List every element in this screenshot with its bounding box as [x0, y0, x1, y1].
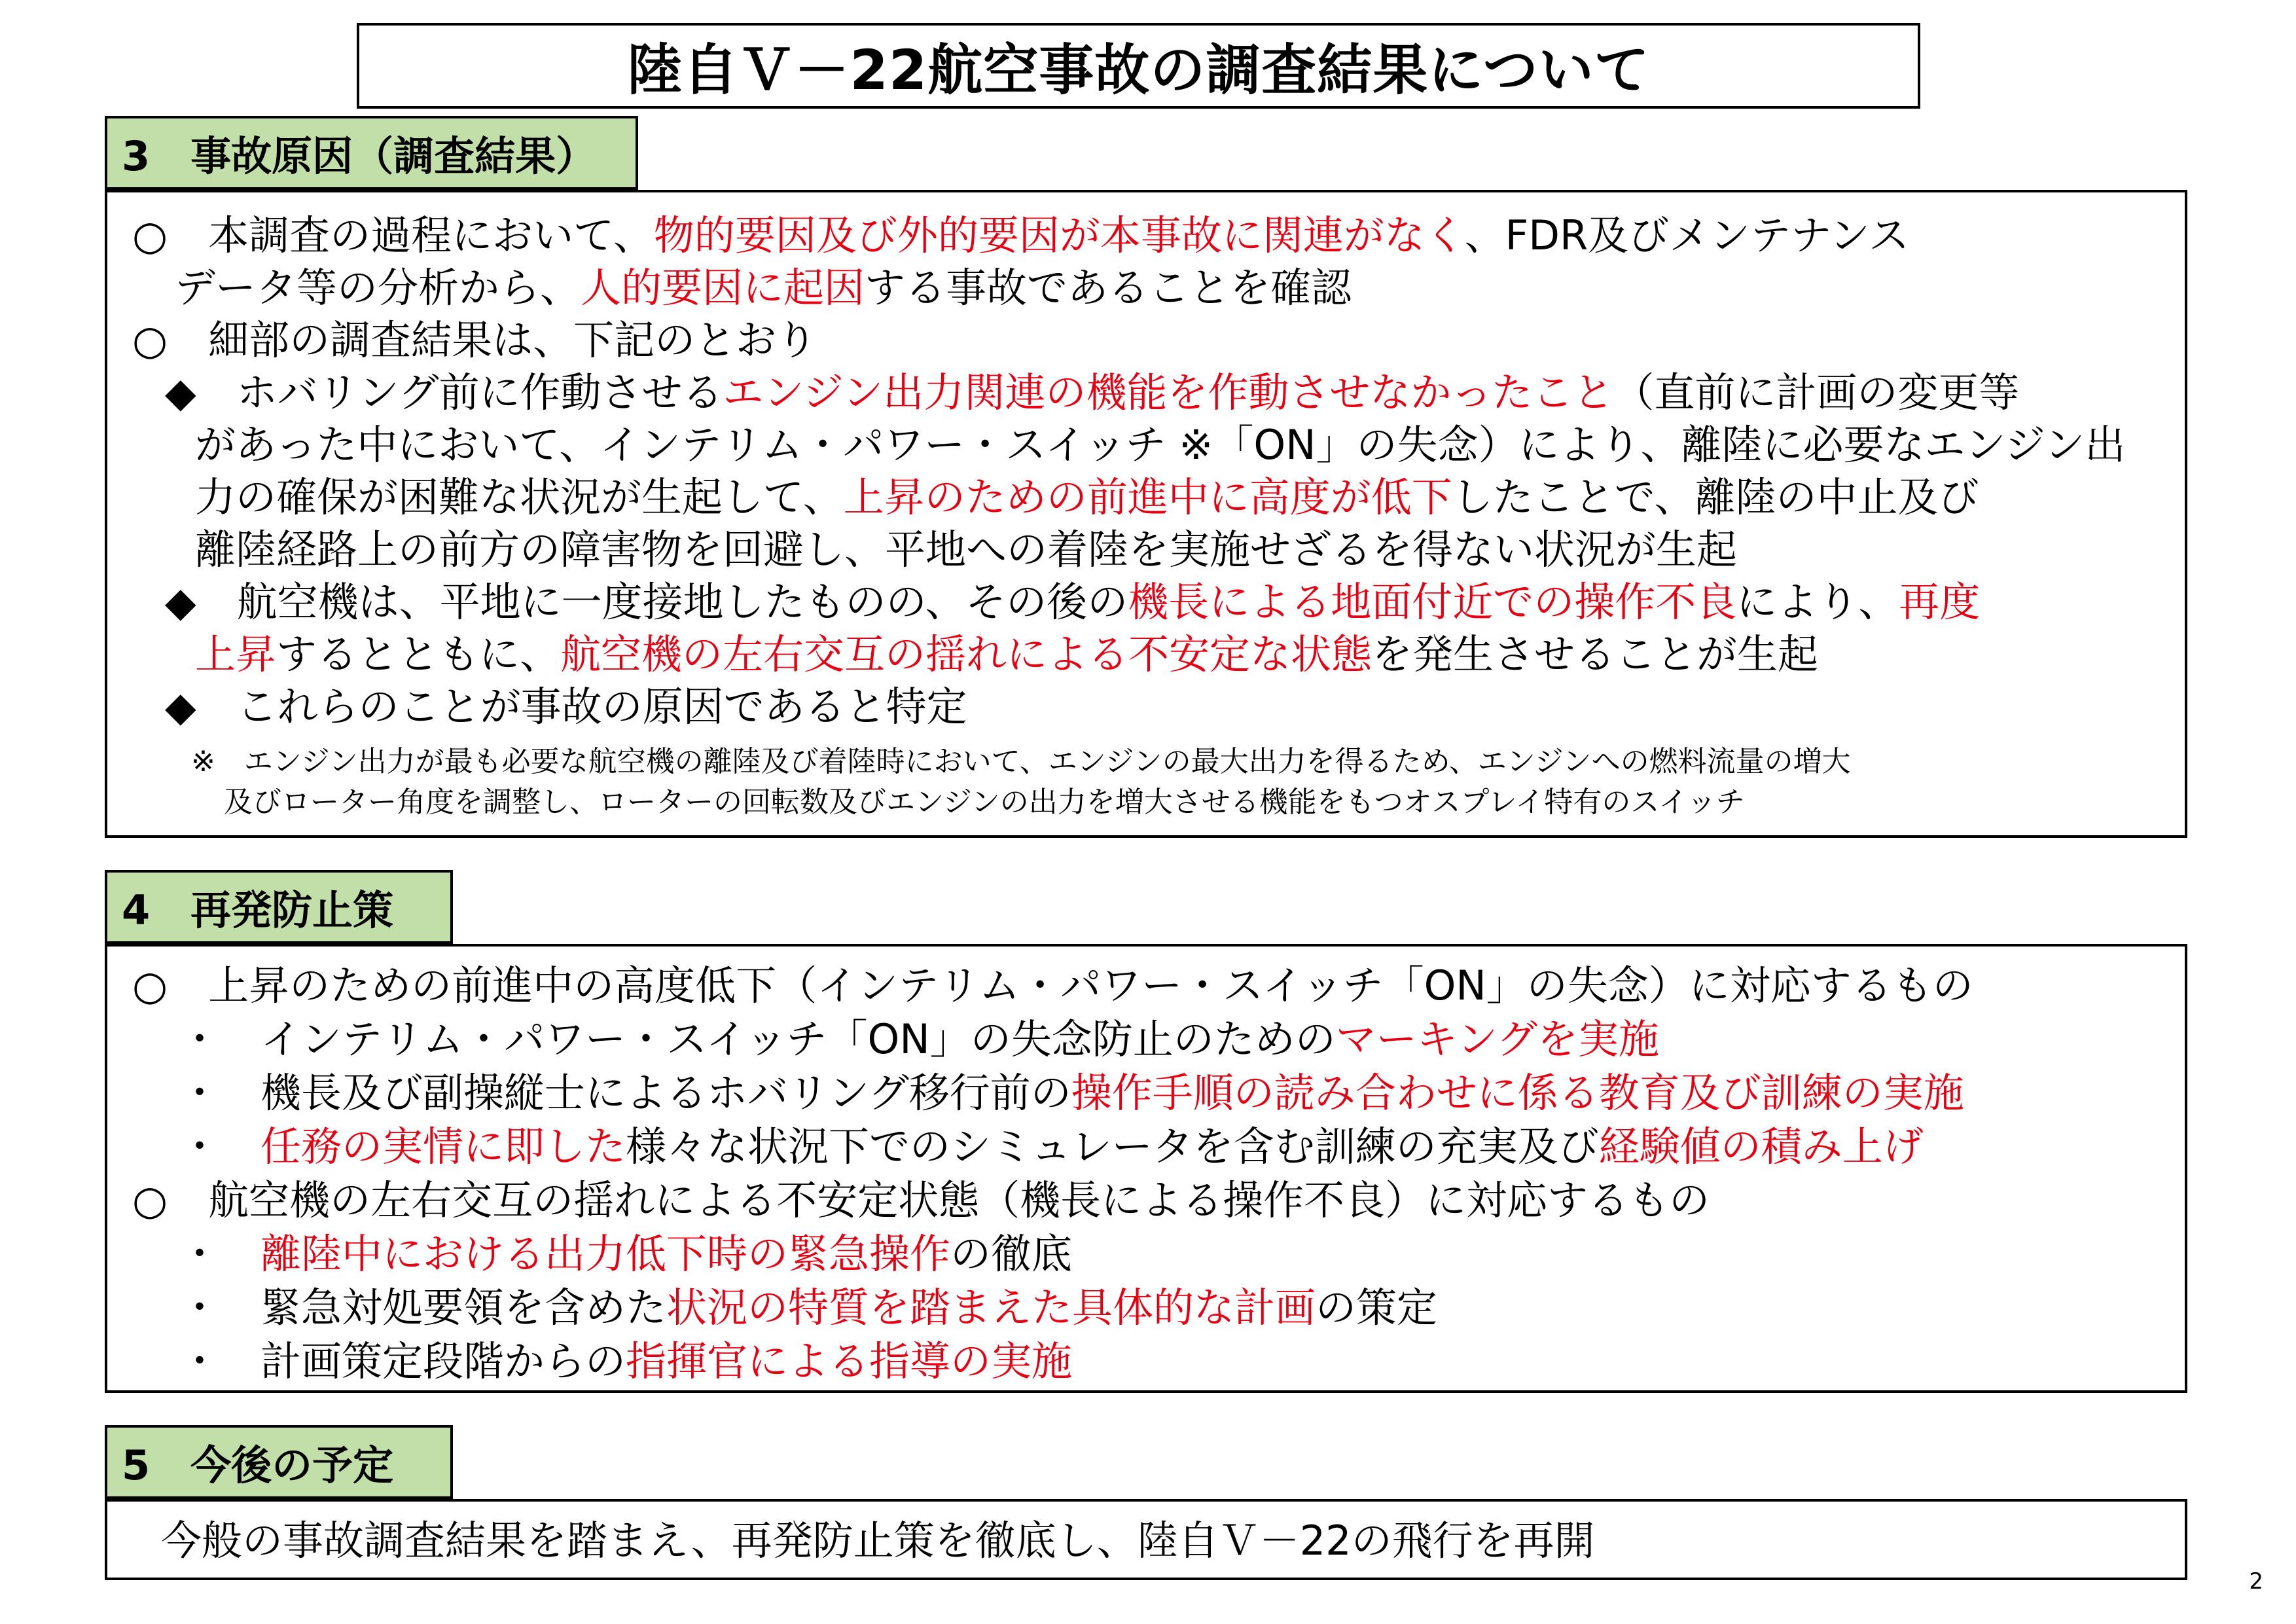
sec3-line-7: 離陸経路上の前方の障害物を回避し、平地への着陸を実施せざるを得ない状況が生起	[195, 526, 1738, 573]
section-5-heading: 5 今後の予定	[105, 1425, 453, 1499]
sec4-line-3: ・ 機長及び副操縦士によるホバリング移行前の操作手順の読み合わせに係る教育及び訓練の実施	[179, 1069, 1964, 1117]
sec3-footnote-2: 及びローター角度を調整し、ローターの回転数及びエンジンの出力を増大させる機能をもつオスプレイ特有のスイッチ	[224, 785, 1745, 819]
sec4-line-7: ・ 緊急対処要領を含めた状況の特質を踏まえた具体的な計画の策定	[179, 1284, 1438, 1331]
section-3-box	[105, 190, 2187, 838]
sec4-line-6: ・ 離陸中における出力低下時の緊急操作の徹底	[179, 1230, 1073, 1278]
section-4-heading: 4 再発防止策	[105, 870, 453, 944]
sec3-line-1: ○ 本調査の過程において、物的要因及び外的要因が本事故に関連がなく、FDR及びメンテナンス	[132, 211, 1910, 259]
sec4-line-2: ・ インテリム・パワー・スイッチ「ON」の失念防止のためのマーキングを実施	[179, 1015, 1659, 1063]
page-number: 2	[2249, 1568, 2263, 1595]
sec4-line-5: ○ 航空機の左右交互の揺れによる不安定状態（機長による操作不良）に対応するもの	[132, 1176, 1710, 1224]
sec5-line-1: 今般の事故調査結果を踏まえ、再発防止策を徹底し、陸自Ｖ－22の飛行を再開	[161, 1517, 1595, 1564]
page-title: 陸自Ｖ－22航空事故の調査結果について	[357, 23, 1920, 109]
sec3-line-8: ◆ 航空機は、平地に一度接地したものの、その後の機長による地面付近での操作不良により、再度	[165, 578, 1981, 626]
sec3-line-9: 上昇するとともに、航空機の左右交互の揺れによる不安定な状態を発生させることが生起	[195, 630, 1819, 678]
sec3-line-6: 力の確保が困難な状況が生起して、上昇のための前進中に高度が低下したことで、離陸の中止及び	[195, 473, 1979, 521]
sec3-line-10: ◆ これらのことが事故の原因であると特定	[165, 683, 967, 731]
sec3-line-5: があった中において、インテリム・パワー・スイッチ ※「ON」の失念）により、離陸に必要なエンジン出	[195, 421, 2126, 469]
sec3-line-3: ○ 細部の調査結果は、下記のとおり	[132, 316, 817, 364]
sec4-line-8: ・ 計画策定段階からの指揮官による指導の実施	[179, 1337, 1073, 1385]
sec4-line-4: ・ 任務の実情に即した様々な状況下でのシミュレータを含む訓練の充実及び経験値の積み上げ	[179, 1123, 1924, 1170]
sec3-line-2: データ等の分析から、人的要因に起因する事故であることを確認	[175, 264, 1352, 312]
sec3-line-4: ◆ ホバリング前に作動させるエンジン出力関連の機能を作動させなかったこと（直前に計画の変更等	[165, 369, 2020, 416]
section-3-heading: 3 事故原因（調査結果）	[105, 116, 638, 190]
sec3-footnote-1: ※ エンジン出力が最も必要な航空機の離陸及び着陸時において、エンジンの最大出力を得るため、エンジンへの燃料流量の増大	[191, 745, 1851, 778]
section-5-box	[105, 1499, 2187, 1580]
section-4-box	[105, 944, 2187, 1393]
sec4-line-1: ○ 上昇のための前進中の高度低下（インテリム・パワー・スイッチ「ON」の失念）に対応するもの	[132, 962, 1973, 1009]
